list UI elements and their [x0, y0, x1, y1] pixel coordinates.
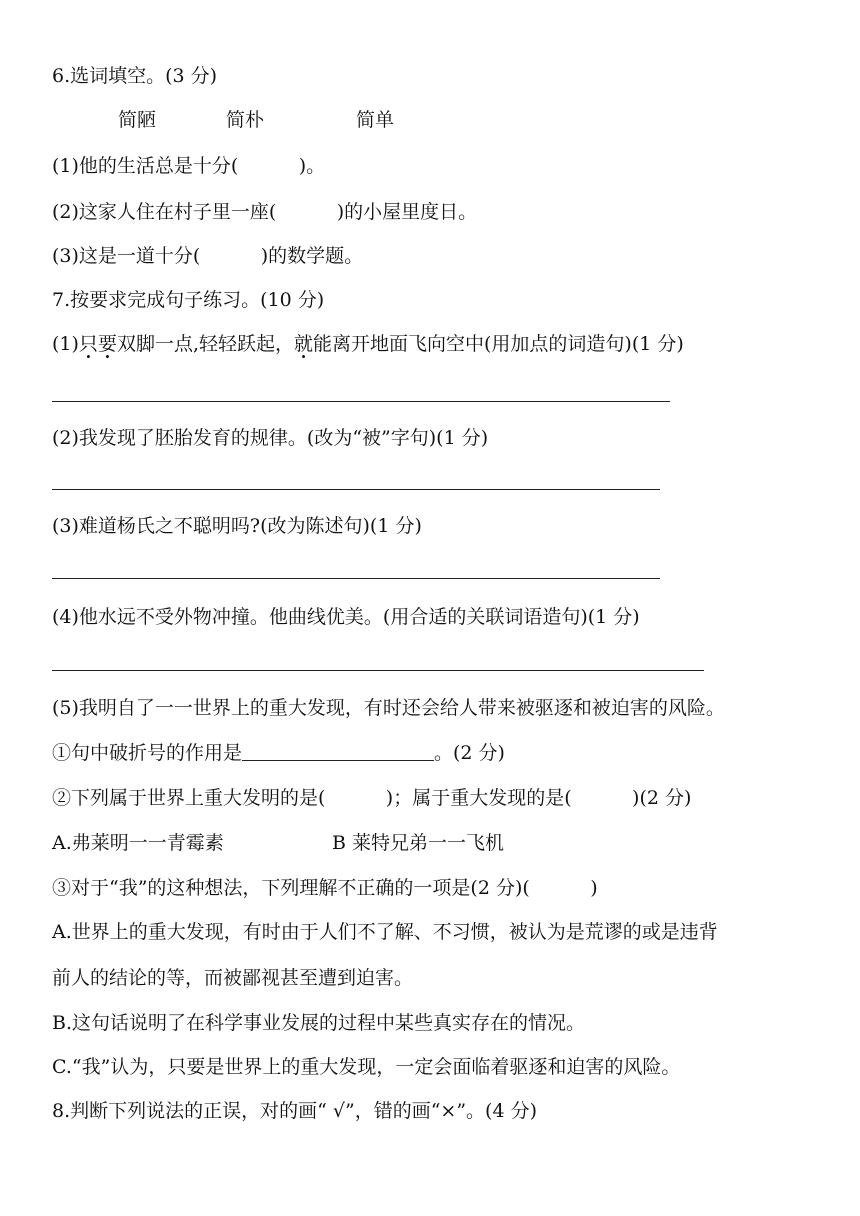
word-choice: 简陋	[118, 109, 157, 131]
answer-line[interactable]	[52, 401, 670, 402]
answer-line[interactable]	[52, 670, 704, 671]
q6-title: 6.选词填空。(3 分)	[52, 65, 218, 87]
dotted-word: 只	[78, 333, 98, 355]
sub-text: ①句中破折号的作用是	[52, 742, 243, 764]
answer-c: C.“我”认为，只要是世界上的重大发现，一定会面临着驱逐和迫害的风险。	[52, 1056, 681, 1078]
prompt-text: (1)	[52, 333, 79, 355]
q7-prompt-5: (5)我明自了一一世界上的重大发现，有时还会给人带来被驱逐和被迫害的风险。	[52, 697, 725, 719]
fill-blank[interactable]	[242, 742, 434, 761]
q7-sub-2: ②下列属于世界上重大发明的是( )；属于重大发现的是( )(2 分)	[52, 787, 692, 809]
q7-prompt-4: (4)他水远不受外物冲撞。他曲线优美。(用合适的关联词语造句)(1 分)	[52, 606, 640, 628]
q7-prompt-3: (3)难道杨氏之不聪明吗?(改为陈述句)(1 分)	[52, 515, 422, 537]
q7-sub-1	[52, 741, 505, 765]
answer-a-line2: 前人的结论的等，而被鄙视甚至遭到迫害。	[52, 967, 414, 989]
dotted-word: 要	[97, 333, 117, 355]
q6-sentence-3: (3)这是一道十分( )的数学题。	[52, 245, 364, 267]
answer-line[interactable]	[52, 489, 660, 490]
q7-prompt-2: (2)我发现了胚胎发育的规律。(改为“被”字句)(1 分)	[52, 427, 489, 449]
q7-prompt-1	[52, 332, 684, 356]
q7-sub-3: ③对于“我”的这种想法，下列理解不正确的一项是(2 分)( )	[52, 877, 598, 899]
q6-sentence-2: (2)这家人住在村子里一座( )的小屋里度日。	[52, 201, 478, 223]
q7-title: 7.按要求完成句子练习。(10 分)	[52, 289, 325, 311]
dotted-word: 就	[294, 333, 314, 355]
q8-title: 8.判断下列说法的正误，对的画“ √”，错的画“×”。(4 分)	[52, 1100, 538, 1122]
answer-line[interactable]	[52, 578, 660, 579]
option-b: B 莱特兄弟一一飞机	[332, 832, 505, 854]
prompt-text: 能离开地面飞向空中(用加点的词造句)(1 分)	[313, 333, 684, 355]
q6-sentence-1: (1)他的生活总是十分( )。	[52, 155, 326, 177]
word-choice: 简朴	[226, 109, 265, 131]
answer-b: B.这句话说明了在科学事业发展的过程中某些真实存在的情况。	[52, 1012, 586, 1034]
word-choice: 简单	[356, 109, 395, 131]
sub-text: 。(2 分)	[434, 742, 505, 764]
option-a: A.弗莱明一一青霉素	[52, 832, 224, 854]
answer-a-line1: A.世界上的重大发现，有时由于人们不了解、不习惯，被认为是荒谬的或是违背	[52, 921, 718, 943]
prompt-text: 双脚一点,轻轻跃起，	[116, 333, 294, 355]
